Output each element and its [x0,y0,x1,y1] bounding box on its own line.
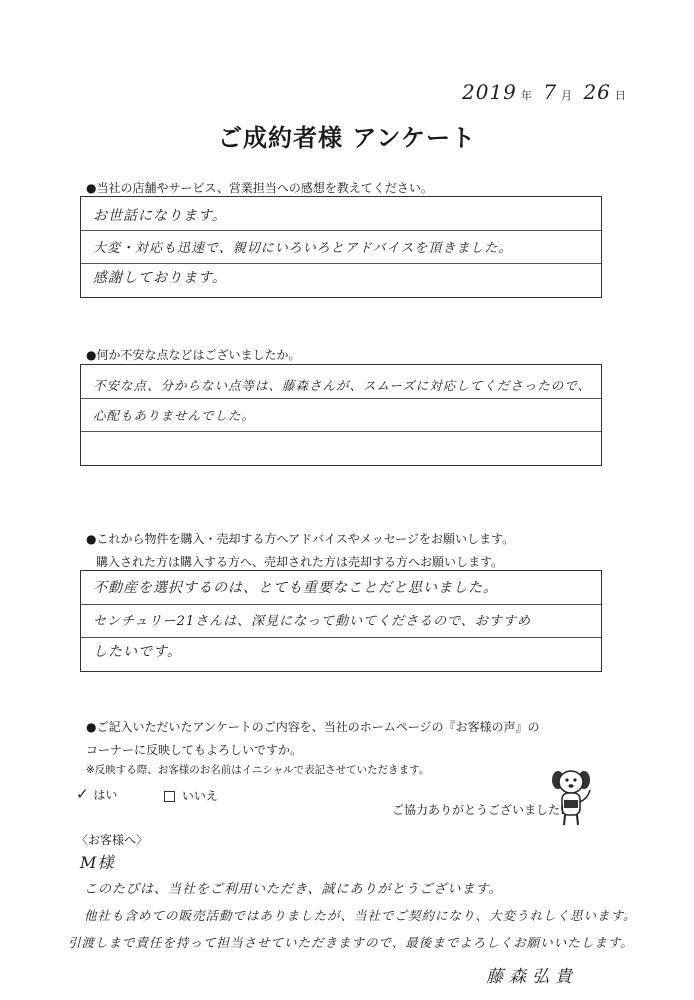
staff-message-line-1: このたびは、当社をご利用いただき、誠にありがとうございます。 [84,882,503,897]
option-no[interactable] [164,787,218,804]
q4-label-2: コーナーに反映してもよろしいですか。 [86,743,303,757]
q4-label-1: ●ご記入いただいたアンケートのご内容を、当社のホームページの『お客様の声』の [86,720,540,734]
date-month-unit: 月 [561,89,574,102]
q1-answer-line-2: 大変・対応も迅速で、親切にいろいろとアドバイスを頂きました。 [93,241,513,256]
date-day: 26 [583,80,611,104]
option-yes-label: はい [93,788,118,802]
q2-answer-box [80,364,602,466]
q3-answer-box [80,570,602,672]
q3-answer-line-2: センチュリー21さんは、深見になって動いてくださるので、おすすめ [93,614,532,629]
option-yes[interactable] [76,785,117,803]
q2-answer-line-1: 不安な点、分からない点等は、藤森さんが、スムーズに対応してくださったので、心配もありませんでした。 [93,378,592,423]
staff-message-line-3: 引渡しまで責任を持って担当させていただきますので、最後までよろしくお願いいたします。 [68,935,634,950]
staff-signature: 藤森弘貴 [486,967,578,987]
q3-answer-line-3: したいです。 [93,644,182,660]
q4-note: ※反映する際、お客様のお名前はイニシャルで表記させていただきます。 [86,764,430,776]
q2-label: ●何か不安な点などはございましたか。 [86,348,301,362]
date-day-unit: 日 [614,89,627,102]
q1-answer-line-1: お世話になります。 [93,208,227,224]
page-title: ご成約者様 アンケート [218,124,476,152]
customer-name: M様 [80,853,115,872]
q1-answer-box [80,196,602,298]
staff-heading: 〈お客様へ〉 [76,833,149,847]
date-month: 7 [543,80,558,104]
q3-answer-line-1: 不動産を選択するのは、とても重要なことだと思いました。 [93,580,498,596]
date-year-unit: 年 [520,89,533,102]
q3-sub-label: 購入された方は購入する方へ、売却された方は売却する方へお願いします。 [96,555,504,569]
date-year: 2019 [462,80,517,104]
check-mark-icon: ✓ [76,785,90,803]
checkbox-icon [164,791,175,802]
dog-mascot-icon [548,768,594,828]
staff-message-line-2: 他社も含めての販売活動ではありましたが、当社でご契約になり、大変うれしく思います。 [84,908,637,923]
q3-label: ●これから物件を購入・売却する方へアドバイスやメッセージをお願いします。 [86,532,515,546]
q1-answer-line-3: 感謝しております。 [93,270,227,286]
thanks-message: ご協力ありがとうございました! [392,803,565,817]
q1-label: ●当社の店舗やサービス、営業担当への感想を教えてください。 [86,181,433,195]
option-no-label: いいえ [181,789,218,803]
date [462,80,631,104]
